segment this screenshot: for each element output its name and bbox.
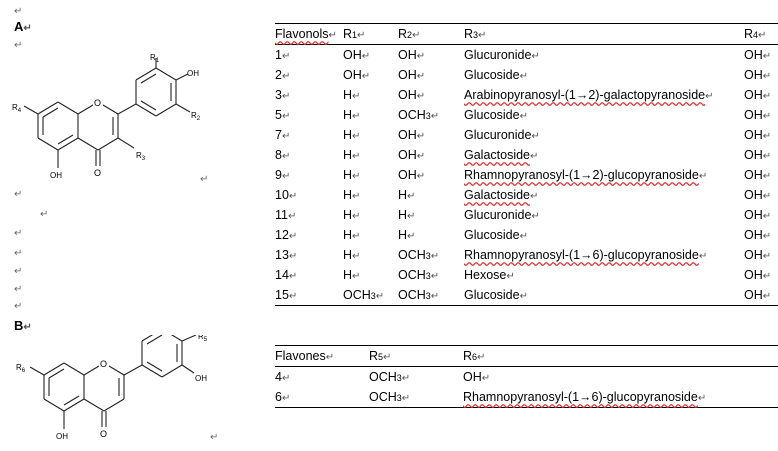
table-cell bbox=[398, 185, 464, 205]
flavone-structure-diagram bbox=[10, 335, 225, 447]
paragraph-mark: ↵ bbox=[705, 91, 714, 102]
table-cell bbox=[464, 225, 744, 245]
cell-text: OH bbox=[398, 68, 417, 82]
cell-text: 11 bbox=[275, 208, 288, 222]
cell-text: OH bbox=[744, 108, 763, 122]
section-label-b: B↵ bbox=[14, 318, 32, 333]
paragraph-mark: ↵ bbox=[519, 111, 528, 122]
paragraph-mark: ↵ bbox=[288, 271, 298, 282]
header-r2: R2↵ bbox=[398, 24, 464, 45]
cell-text: 14 bbox=[275, 268, 289, 282]
table-row bbox=[275, 205, 778, 225]
paragraph-mark: ↵ bbox=[530, 151, 539, 162]
r4-label: $R_4$ bbox=[12, 103, 22, 114]
table-cell bbox=[464, 205, 744, 225]
table-cell bbox=[275, 285, 343, 306]
cell-text: OH bbox=[398, 128, 417, 142]
paragraph-mark: ↵ bbox=[352, 171, 361, 182]
cell-text: 3 bbox=[275, 88, 282, 102]
table-row bbox=[275, 387, 778, 408]
r3-label: $R_3$ bbox=[136, 151, 146, 162]
cell-text: 12 bbox=[275, 228, 289, 242]
paragraph-mark: ↵ bbox=[430, 291, 440, 302]
table-cell bbox=[744, 105, 778, 125]
cell-text: OH bbox=[744, 228, 763, 242]
paragraph-mark: ↵ bbox=[762, 71, 772, 82]
table-cell bbox=[744, 225, 778, 245]
paragraph-mark: ↵ bbox=[519, 291, 528, 302]
table-row bbox=[275, 245, 778, 265]
subscript: 3 bbox=[425, 271, 431, 281]
paragraph-mark: ↵ bbox=[762, 211, 772, 222]
cell-text: OH bbox=[744, 148, 763, 162]
cell-text: 10 bbox=[275, 188, 289, 202]
cell-text: 15 bbox=[275, 288, 289, 302]
cell-text: H bbox=[398, 228, 408, 242]
cell-text: OH bbox=[744, 68, 763, 82]
table-cell bbox=[398, 225, 464, 245]
subscript: 3 bbox=[396, 373, 402, 383]
paragraph-mark: ↵ bbox=[506, 271, 515, 282]
paragraph-mark: ↵ bbox=[762, 151, 772, 162]
table-row bbox=[275, 285, 778, 306]
table-cell bbox=[463, 367, 778, 388]
table-cell bbox=[464, 125, 744, 145]
table-cell bbox=[343, 45, 398, 66]
paragraph-mark: ↵ bbox=[519, 71, 528, 82]
header-flavonols: Flavonols↵ bbox=[275, 24, 343, 45]
table-cell bbox=[744, 205, 778, 225]
cell-text: Glucoside bbox=[464, 228, 520, 242]
paragraph-mark: ↵ bbox=[416, 131, 426, 142]
cell-text: H bbox=[343, 248, 353, 262]
table-cell bbox=[464, 245, 744, 265]
oh-ring-b-label: OH bbox=[187, 69, 199, 78]
carbonyl-label: O bbox=[94, 168, 102, 178]
cell-text: OH bbox=[744, 248, 763, 262]
r5-label: $R_5$ bbox=[198, 335, 208, 343]
paragraph-mark: ↵ bbox=[762, 51, 772, 62]
header-flavones: Flavones↵ bbox=[275, 346, 369, 367]
table-cell bbox=[275, 45, 343, 66]
table-cell bbox=[744, 285, 778, 306]
paragraph-mark: ↵ bbox=[762, 231, 772, 242]
table-cell bbox=[744, 65, 778, 85]
paragraph-mark: ↵ bbox=[352, 191, 361, 202]
paragraph-mark: ↵ bbox=[762, 131, 772, 142]
cell-text: OH bbox=[744, 168, 763, 182]
cell-text: Rhamnopyranosyl-(1→6)-glucopyranoside bbox=[464, 248, 699, 262]
table-cell bbox=[275, 105, 343, 125]
cell-text: Galactoside bbox=[464, 148, 531, 162]
r2-label: $R_2$ bbox=[191, 111, 201, 122]
table-row bbox=[275, 145, 778, 165]
table-cell bbox=[744, 245, 778, 265]
subscript: 3 bbox=[396, 393, 402, 403]
subscript: 3 bbox=[425, 291, 431, 301]
cell-text: OCH3 bbox=[369, 370, 402, 384]
header-r4: R4↵ bbox=[744, 24, 778, 45]
paragraph-mark: ↵ bbox=[375, 291, 385, 302]
cell-text: 1 bbox=[275, 48, 282, 62]
cell-text: Glucuronide bbox=[464, 128, 532, 142]
paragraph-mark: ↵ bbox=[762, 291, 772, 302]
paragraph-mark: ↵ bbox=[416, 71, 426, 82]
cell-text: 9 bbox=[275, 168, 282, 182]
table-cell bbox=[398, 165, 464, 185]
paragraph-mark: ↵ bbox=[361, 71, 371, 82]
cell-text: OH bbox=[343, 48, 362, 62]
r6-label: $R_6$ bbox=[16, 363, 26, 374]
paragraph-mark: ↵ bbox=[40, 209, 49, 220]
table-cell bbox=[464, 45, 744, 66]
cell-text: H bbox=[343, 168, 353, 182]
paragraph-mark: ↵ bbox=[762, 251, 772, 262]
flavonols-table bbox=[275, 23, 778, 306]
table-cell bbox=[464, 285, 744, 306]
table-row bbox=[275, 225, 778, 245]
table-cell bbox=[275, 265, 343, 285]
paragraph-mark: ↵ bbox=[352, 131, 361, 142]
table-cell bbox=[343, 165, 398, 185]
table-cell bbox=[343, 125, 398, 145]
paragraph-mark: ↵ bbox=[762, 171, 772, 182]
cell-text: Glucuronide bbox=[464, 208, 532, 222]
table-cell bbox=[369, 367, 463, 388]
flavonol-structure-diagram bbox=[10, 50, 225, 190]
cell-text: OH bbox=[744, 128, 763, 142]
paragraph-mark: ↵ bbox=[352, 271, 361, 282]
table-row bbox=[275, 105, 778, 125]
table-cell bbox=[744, 185, 778, 205]
table-cell bbox=[398, 265, 464, 285]
paragraph-mark: ↵ bbox=[14, 6, 23, 17]
cell-text: OCH3 bbox=[398, 268, 431, 282]
table-cell bbox=[464, 165, 744, 185]
header-r5: R5↵ bbox=[369, 346, 463, 367]
subscript: 2 bbox=[407, 30, 413, 40]
cell-text: OH bbox=[398, 48, 417, 62]
paragraph-mark: ↵ bbox=[281, 151, 291, 162]
table-cell bbox=[275, 145, 343, 165]
paragraph-mark: ↵ bbox=[531, 211, 540, 222]
cell-text: Glucoside bbox=[464, 288, 520, 302]
paragraph-mark: ↵ bbox=[407, 231, 416, 242]
cell-text: H bbox=[343, 188, 353, 202]
r1-label: $R_1$ bbox=[150, 53, 160, 64]
table-row bbox=[275, 185, 778, 205]
cell-text: H bbox=[398, 188, 408, 202]
table-cell bbox=[398, 65, 464, 85]
subscript: 3 bbox=[473, 30, 479, 40]
oh-bottom-label: OH bbox=[56, 432, 68, 441]
cell-text: H bbox=[343, 108, 353, 122]
subscript: 1 bbox=[352, 30, 358, 40]
cell-text: OCH3 bbox=[398, 248, 431, 262]
paragraph-mark: ↵ bbox=[481, 373, 491, 384]
paragraph-mark: ↵ bbox=[352, 151, 361, 162]
table-cell bbox=[464, 185, 744, 205]
table-cell bbox=[398, 125, 464, 145]
subscript: 3 bbox=[425, 251, 431, 261]
carbonyl-label: O bbox=[100, 429, 108, 439]
cell-text: 8 bbox=[275, 148, 282, 162]
paragraph-mark: ↵ bbox=[287, 211, 297, 222]
paragraph-mark: ↵ bbox=[762, 91, 772, 102]
section-label-a: A↵ bbox=[14, 19, 32, 34]
paragraph-mark: ↵ bbox=[281, 131, 291, 142]
table-cell bbox=[343, 85, 398, 105]
table-cell bbox=[343, 265, 398, 285]
cell-text: OH bbox=[398, 88, 417, 102]
table-cell bbox=[275, 85, 343, 105]
paragraph-mark: ↵ bbox=[281, 111, 291, 122]
paragraph-mark: ↵ bbox=[416, 91, 426, 102]
table-cell bbox=[343, 105, 398, 125]
table-cell bbox=[398, 245, 464, 265]
cell-text: OH bbox=[744, 48, 763, 62]
cell-text: 2 bbox=[275, 68, 282, 82]
subscript: 5 bbox=[378, 352, 384, 362]
table-cell bbox=[744, 165, 778, 185]
cell-text: Glucoside bbox=[464, 108, 520, 122]
paragraph-mark: ↵ bbox=[14, 40, 23, 51]
cell-text: OH bbox=[463, 370, 482, 384]
paragraph-mark: ↵ bbox=[762, 191, 772, 202]
cell-text: 6 bbox=[275, 390, 282, 404]
table-cell bbox=[464, 85, 744, 105]
table-cell bbox=[343, 285, 398, 306]
table-cell bbox=[464, 65, 744, 85]
table-cell bbox=[398, 45, 464, 66]
cell-text: Glucoside bbox=[464, 68, 520, 82]
table-cell bbox=[744, 85, 778, 105]
paragraph-mark: ↵ bbox=[288, 251, 298, 262]
flavones-table bbox=[275, 345, 778, 408]
paragraph-mark: ↵ bbox=[281, 91, 291, 102]
cell-text: Galactoside bbox=[464, 188, 531, 202]
paragraph-mark: ↵ bbox=[430, 271, 440, 282]
paragraph-mark: ↵ bbox=[281, 373, 291, 384]
cell-text: OH bbox=[343, 68, 362, 82]
cell-text: OH bbox=[744, 208, 763, 222]
cell-text: H bbox=[398, 208, 408, 222]
table-cell bbox=[275, 125, 343, 145]
cell-text: H bbox=[343, 148, 353, 162]
table-cell bbox=[744, 265, 778, 285]
table-cell bbox=[464, 145, 744, 165]
paragraph-mark: ↵ bbox=[288, 291, 298, 302]
paragraph-mark: ↵ bbox=[531, 131, 540, 142]
table-row bbox=[275, 85, 778, 105]
table-row bbox=[275, 265, 778, 285]
table-row bbox=[275, 367, 778, 388]
cell-text: OH bbox=[744, 268, 763, 282]
table-row bbox=[275, 65, 778, 85]
table-cell bbox=[343, 185, 398, 205]
table-cell bbox=[343, 205, 398, 225]
cell-text: H bbox=[343, 228, 353, 242]
table-cell bbox=[464, 265, 744, 285]
paragraph-mark: ↵ bbox=[288, 231, 298, 242]
paragraph-mark: ↵ bbox=[281, 71, 291, 82]
paragraph-mark: ↵ bbox=[281, 393, 291, 404]
paragraph-mark: ↵ bbox=[352, 251, 361, 262]
cell-text: Rhamnopyranosyl-(1→6)-glucopyranoside bbox=[463, 390, 698, 404]
cell-text: OH bbox=[398, 148, 417, 162]
table-cell bbox=[369, 387, 463, 408]
paragraph-mark: ↵ bbox=[407, 211, 416, 222]
paragraph-mark: ↵ bbox=[430, 251, 440, 262]
subscript: 4 bbox=[753, 30, 759, 40]
paragraph-mark: ↵ bbox=[361, 51, 371, 62]
table-cell bbox=[343, 245, 398, 265]
oh-bottom-label: OH bbox=[50, 171, 62, 180]
paragraph-mark: ↵ bbox=[281, 171, 291, 182]
table-cell bbox=[398, 145, 464, 165]
paragraph-mark: ↵ bbox=[352, 111, 361, 122]
cell-text: 13 bbox=[275, 248, 289, 262]
paragraph-mark: ↵ bbox=[14, 266, 23, 277]
cell-text: 4 bbox=[275, 370, 282, 384]
subscript: 3 bbox=[425, 111, 431, 121]
paragraph-mark: ↵ bbox=[430, 111, 440, 122]
table-cell bbox=[744, 125, 778, 145]
cell-text: H bbox=[343, 88, 353, 102]
cell-text: OCH3 bbox=[398, 108, 431, 122]
table-cell bbox=[398, 285, 464, 306]
paragraph-mark: ↵ bbox=[762, 111, 772, 122]
cell-text: OH bbox=[398, 168, 417, 182]
paragraph-mark: ↵ bbox=[531, 51, 540, 62]
table-cell bbox=[275, 165, 343, 185]
paragraph-mark: ↵ bbox=[14, 248, 23, 259]
paragraph-mark: ↵ bbox=[210, 432, 219, 443]
paragraph-mark: ↵ bbox=[416, 171, 426, 182]
paragraph-mark: ↵ bbox=[281, 51, 291, 62]
table-cell bbox=[343, 65, 398, 85]
table-row bbox=[275, 125, 778, 145]
paragraph-mark: ↵ bbox=[352, 231, 361, 242]
paragraph-mark: ↵ bbox=[200, 174, 209, 185]
table-cell bbox=[275, 387, 369, 408]
header-r6: R6↵ bbox=[463, 346, 778, 367]
cell-text: OCH3 bbox=[398, 288, 431, 302]
cell-text: 5 bbox=[275, 108, 282, 122]
table-cell bbox=[343, 225, 398, 245]
table-cell bbox=[398, 85, 464, 105]
cell-text: H bbox=[343, 128, 353, 142]
cell-text: H bbox=[343, 268, 353, 282]
ring-oxygen-label: O bbox=[94, 98, 102, 108]
paragraph-mark: ↵ bbox=[14, 284, 23, 295]
table-cell bbox=[343, 145, 398, 165]
table-cell bbox=[463, 387, 778, 408]
table-cell bbox=[275, 185, 343, 205]
paragraph-mark: ↵ bbox=[762, 271, 772, 282]
subscript: 6 bbox=[472, 352, 478, 362]
cell-text: 7 bbox=[275, 128, 282, 142]
cell-text: Hexose bbox=[464, 268, 507, 282]
paragraph-mark: ↵ bbox=[519, 231, 528, 242]
paragraph-mark: ↵ bbox=[14, 189, 23, 200]
table-cell bbox=[744, 45, 778, 66]
paragraph-mark: ↵ bbox=[401, 393, 411, 404]
cell-text: Arabinopyranosyl-(1→2)-galactopyranoside bbox=[464, 88, 706, 102]
table-header-row bbox=[275, 24, 778, 45]
table-row bbox=[275, 165, 778, 185]
subscript: 3 bbox=[370, 291, 376, 301]
table-cell bbox=[744, 145, 778, 165]
table-cell bbox=[275, 245, 343, 265]
cell-text: OH bbox=[744, 188, 763, 202]
paragraph-mark: ↵ bbox=[352, 91, 361, 102]
cell-text: H bbox=[343, 208, 353, 222]
table-cell bbox=[464, 105, 744, 125]
cell-text: Rhamnopyranosyl-(1→2)-glucopyranoside bbox=[464, 168, 699, 182]
table-row bbox=[275, 45, 778, 66]
cell-text: OCH3 bbox=[369, 390, 402, 404]
table-cell bbox=[275, 367, 369, 388]
paragraph-mark: ↵ bbox=[407, 191, 416, 202]
paragraph-mark: ↵ bbox=[14, 301, 23, 312]
paragraph-mark: ↵ bbox=[697, 393, 707, 404]
paragraph-mark: ↵ bbox=[416, 51, 426, 62]
header-r1: R1↵ bbox=[343, 24, 398, 45]
oh-ring-b-label: OH bbox=[195, 374, 207, 383]
paragraph-mark: ↵ bbox=[401, 373, 411, 384]
table-cell bbox=[275, 205, 343, 225]
ring-oxygen-label: O bbox=[100, 359, 108, 369]
paragraph-mark: ↵ bbox=[352, 211, 361, 222]
paragraph-mark: ↵ bbox=[14, 228, 23, 239]
paragraph-mark: ↵ bbox=[530, 191, 539, 202]
table-cell bbox=[275, 225, 343, 245]
paragraph-mark: ↵ bbox=[698, 171, 708, 182]
table-header-row bbox=[275, 346, 778, 367]
header-r3: R3↵ bbox=[464, 24, 744, 45]
paragraph-mark: ↵ bbox=[288, 191, 298, 202]
paragraph-mark: ↵ bbox=[698, 251, 708, 262]
cell-text: OH bbox=[744, 88, 763, 102]
paragraph-mark: ↵ bbox=[416, 151, 426, 162]
cell-text: OH bbox=[744, 288, 763, 302]
table-cell bbox=[398, 105, 464, 125]
cell-text: OCH3 bbox=[343, 288, 376, 302]
cell-text: Glucuronide bbox=[464, 48, 532, 62]
table-cell bbox=[398, 205, 464, 225]
table-cell bbox=[275, 65, 343, 85]
